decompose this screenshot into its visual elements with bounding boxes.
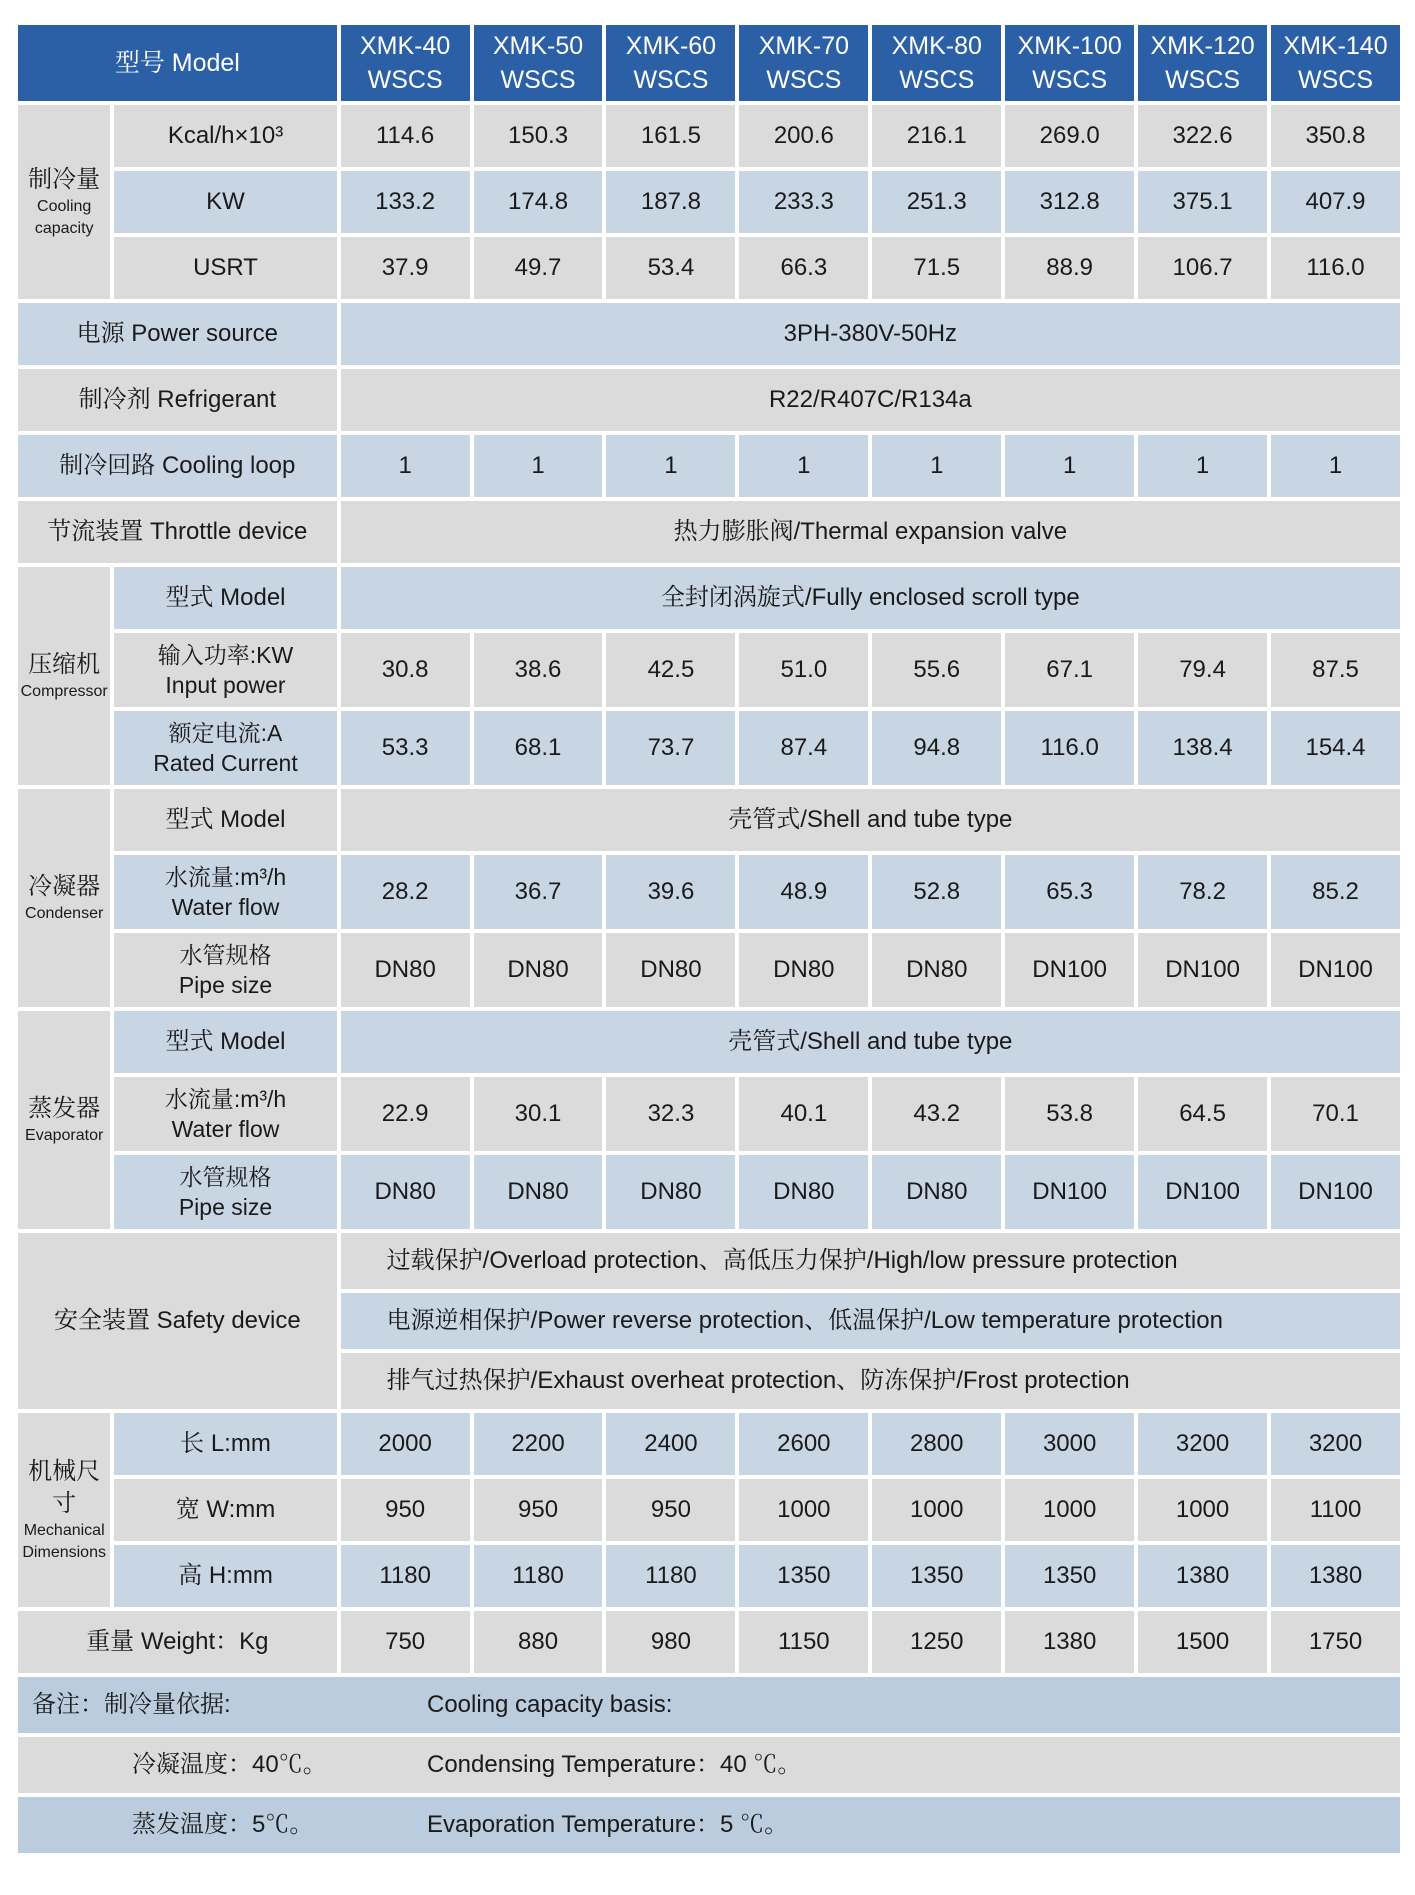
value-cell: 48.9 [739, 855, 868, 929]
value-cell: 3200 [1138, 1413, 1267, 1475]
value-cell: 88.9 [1005, 237, 1134, 299]
row-label: USRT [114, 237, 336, 299]
row-label: 节流装置 Throttle device [18, 501, 337, 563]
group-label-cn: 压缩机 [28, 651, 101, 678]
model-suffix: WSCS [500, 66, 576, 94]
value-cell: 1000 [872, 1479, 1001, 1541]
value-cell: 30.8 [341, 633, 470, 707]
value-cell: 161.5 [606, 105, 735, 167]
group-label-cn: 蒸发器 [28, 1095, 101, 1122]
value-cell: DN100 [1271, 933, 1400, 1007]
value-cell: 1250 [872, 1611, 1001, 1673]
model-suffix: WSCS [633, 66, 709, 94]
model-header-cell [474, 25, 603, 101]
value-cell: 251.3 [872, 171, 1001, 233]
value-cell: 133.2 [341, 171, 470, 233]
value-cell: 51.0 [739, 633, 868, 707]
merged-value-cell: 壳管式/Shell and tube type [341, 789, 1400, 851]
note-en: Condensing Temperature：40 ℃。 [427, 1751, 802, 1778]
value-cell: 1 [341, 435, 470, 497]
row-condenser-water-flow [18, 855, 1400, 929]
group-label-cn: 制冷量 [28, 166, 101, 193]
value-cell: 28.2 [341, 855, 470, 929]
value-cell: DN100 [1138, 1155, 1267, 1229]
merged-value-cell: 壳管式/Shell and tube type [341, 1011, 1400, 1073]
value-cell: 1380 [1138, 1545, 1267, 1607]
safety-line: 排气过热保护/Exhaust overheat protection、防冻保护/Frost protection [341, 1353, 1400, 1409]
row-label: 制冷回路 Cooling loop [18, 435, 337, 497]
value-cell: 1350 [872, 1545, 1001, 1607]
row-condenser-pipe-size [18, 933, 1400, 1007]
value-cell: 3200 [1271, 1413, 1400, 1475]
model-suffix: WSCS [1298, 66, 1373, 94]
value-cell: 407.9 [1271, 171, 1400, 233]
note-en: Evaporation Temperature：5 ℃。 [427, 1811, 789, 1838]
value-cell: 269.0 [1005, 105, 1134, 167]
row-safety-1 [18, 1233, 1400, 1289]
value-cell: 350.8 [1271, 105, 1400, 167]
value-cell: 116.0 [1005, 711, 1134, 785]
row-label: 型式 Model [114, 567, 336, 629]
row-evaporator-model [18, 1011, 1400, 1073]
row-kcal [18, 105, 1400, 167]
row-width [18, 1479, 1400, 1541]
value-cell: 52.8 [872, 855, 1001, 929]
value-cell: 67.1 [1005, 633, 1134, 707]
row-kw [18, 171, 1400, 233]
value-cell: 3000 [1005, 1413, 1134, 1475]
model-suffix: WSCS [1032, 66, 1108, 94]
value-cell: DN80 [341, 1155, 470, 1229]
value-cell: 950 [474, 1479, 603, 1541]
model-name: XMK-60 [625, 32, 717, 60]
row-label [114, 1077, 336, 1151]
model-name: XMK-140 [1283, 32, 1388, 60]
value-cell: 42.5 [606, 633, 735, 707]
row-label [114, 855, 336, 929]
row-label: 型式 Model [114, 1011, 336, 1073]
row-label: KW [114, 171, 336, 233]
value-cell: 1750 [1271, 1611, 1400, 1673]
value-cell: 1180 [474, 1545, 603, 1607]
row-label-cn: 输入功率:KW [157, 642, 294, 668]
value-cell: 1 [606, 435, 735, 497]
group-safety-device: 安全装置 Safety device [18, 1233, 337, 1409]
group-label-en: Cooling [37, 198, 92, 215]
note-cell [18, 1677, 1400, 1733]
value-cell: 30.1 [474, 1077, 603, 1151]
value-cell: 73.7 [606, 711, 735, 785]
row-length [18, 1413, 1400, 1475]
group-evaporator [18, 1011, 110, 1229]
header-row [18, 25, 1400, 101]
row-label-cn: 水流量:m³/h [164, 864, 287, 890]
row-note-2 [18, 1737, 1400, 1793]
row-label: 高 H:mm [114, 1545, 336, 1607]
value-cell: 78.2 [1138, 855, 1267, 929]
value-cell: 53.4 [606, 237, 735, 299]
row-label-cn: 水流量:m³/h [164, 1086, 287, 1112]
model-header-cell [739, 25, 868, 101]
row-power-source [18, 303, 1400, 365]
row-label-cn: 额定电流:A [168, 720, 283, 746]
value-cell: 312.8 [1005, 171, 1134, 233]
value-cell: 1 [872, 435, 1001, 497]
value-cell: 53.3 [341, 711, 470, 785]
value-cell: 216.1 [872, 105, 1001, 167]
group-label-cn: 机械尺寸 [28, 1458, 101, 1517]
row-note-1 [18, 1677, 1400, 1733]
value-cell: DN100 [1005, 933, 1134, 1007]
value-cell: 53.8 [1005, 1077, 1134, 1151]
row-refrigerant [18, 369, 1400, 431]
value-cell: 1180 [341, 1545, 470, 1607]
note-cell [18, 1797, 1400, 1853]
value-cell: 37.9 [341, 237, 470, 299]
value-cell: DN80 [606, 1155, 735, 1229]
value-cell: 1100 [1271, 1479, 1400, 1541]
value-cell: 138.4 [1138, 711, 1267, 785]
value-cell: 1000 [739, 1479, 868, 1541]
value-cell: 2800 [872, 1413, 1001, 1475]
merged-value-cell: 热力膨胀阀/Thermal expansion valve [341, 501, 1400, 563]
note-en: Cooling capacity basis: [427, 1691, 673, 1718]
value-cell: 150.3 [474, 105, 603, 167]
row-input-power [18, 633, 1400, 707]
row-throttle-device [18, 501, 1400, 563]
row-label-cn: 水管规格 [179, 1164, 272, 1190]
value-cell: 1350 [739, 1545, 868, 1607]
value-cell: 2000 [341, 1413, 470, 1475]
row-evaporator-pipe-size [18, 1155, 1400, 1229]
model-name: XMK-120 [1150, 32, 1255, 60]
value-cell: 1180 [606, 1545, 735, 1607]
value-cell: 32.3 [606, 1077, 735, 1151]
value-cell: 2400 [606, 1413, 735, 1475]
value-cell: 55.6 [872, 633, 1001, 707]
value-cell: 39.6 [606, 855, 735, 929]
value-cell: 154.4 [1271, 711, 1400, 785]
note-cn: 备注：制冷量依据: [32, 1691, 231, 1718]
model-header-cell [872, 25, 1001, 101]
value-cell: DN80 [474, 1155, 603, 1229]
value-cell: 68.1 [474, 711, 603, 785]
value-cell: 233.3 [739, 171, 868, 233]
value-cell: DN80 [739, 1155, 868, 1229]
group-condenser [18, 789, 110, 1007]
merged-value-cell: 全封闭涡旋式/Fully enclosed scroll type [341, 567, 1400, 629]
model-header-cell [1005, 25, 1134, 101]
row-evaporator-water-flow [18, 1077, 1400, 1151]
value-cell: 1000 [1138, 1479, 1267, 1541]
value-cell: 187.8 [606, 171, 735, 233]
value-cell: 94.8 [872, 711, 1001, 785]
group-dimensions [18, 1413, 110, 1607]
row-label-en: Pipe size [178, 1194, 273, 1220]
value-cell: 1150 [739, 1611, 868, 1673]
safety-line: 过载保护/Overload protection、高低压力保护/High/low pressure protection [341, 1233, 1400, 1289]
merged-value-cell: 3PH-380V-50Hz [341, 303, 1400, 365]
row-label: 电源 Power source [18, 303, 337, 365]
model-suffix: WSCS [1165, 66, 1241, 94]
value-cell: DN80 [474, 933, 603, 1007]
value-cell: 87.4 [739, 711, 868, 785]
value-cell: 2200 [474, 1413, 603, 1475]
value-cell: 49.7 [474, 237, 603, 299]
value-cell: 2600 [739, 1413, 868, 1475]
value-cell: 174.8 [474, 171, 603, 233]
note-cn: 冷凝温度：40℃。 [132, 1751, 327, 1778]
value-cell: 1500 [1138, 1611, 1267, 1673]
value-cell: 1 [739, 435, 868, 497]
value-cell: 22.9 [341, 1077, 470, 1151]
row-label-en: Water flow [171, 894, 280, 920]
model-name: XMK-100 [1017, 32, 1122, 60]
corner-header-cell: 型号 Model [18, 25, 337, 101]
value-cell: 1350 [1005, 1545, 1134, 1607]
model-name: XMK-40 [359, 32, 451, 60]
value-cell: DN80 [872, 1155, 1001, 1229]
value-cell: 1 [1005, 435, 1134, 497]
row-label: 宽 W:mm [114, 1479, 336, 1541]
value-cell: 87.5 [1271, 633, 1400, 707]
spec-table [14, 21, 1404, 1857]
model-name: XMK-50 [492, 32, 584, 60]
value-cell: 36.7 [474, 855, 603, 929]
value-cell: 950 [606, 1479, 735, 1541]
value-cell: 43.2 [872, 1077, 1001, 1151]
row-label-en: Input power [165, 672, 286, 698]
value-cell: 1 [474, 435, 603, 497]
group-label-cn: 冷凝器 [28, 873, 101, 900]
group-label-en: Mechanical [23, 1522, 105, 1539]
row-rated-current [18, 711, 1400, 785]
group-label-en: Evaporator [25, 1127, 104, 1144]
value-cell: 66.3 [739, 237, 868, 299]
model-name: XMK-70 [758, 32, 849, 60]
row-label [114, 633, 336, 707]
note-cell [18, 1737, 1400, 1793]
row-note-3 [18, 1797, 1400, 1853]
value-cell: 71.5 [872, 237, 1001, 299]
value-cell: DN80 [739, 933, 868, 1007]
row-label: Kcal/h×10³ [114, 105, 336, 167]
model-suffix: WSCS [899, 66, 975, 94]
value-cell: DN80 [606, 933, 735, 1007]
value-cell: 40.1 [739, 1077, 868, 1151]
value-cell: 1380 [1271, 1545, 1400, 1607]
value-cell: 70.1 [1271, 1077, 1400, 1151]
model-name: XMK-80 [891, 32, 982, 60]
value-cell: 1380 [1005, 1611, 1134, 1673]
row-label: 长 L:mm [114, 1413, 336, 1475]
group-label-en: capacity [34, 220, 94, 237]
value-cell: 880 [474, 1611, 603, 1673]
row-condenser-model [18, 789, 1400, 851]
row-label-en: Water flow [171, 1116, 280, 1142]
model-header-cell [606, 25, 735, 101]
row-label: 重量 Weight：Kg [18, 1611, 337, 1673]
row-usrt [18, 237, 1400, 299]
value-cell: 322.6 [1138, 105, 1267, 167]
row-cooling-loop [18, 435, 1400, 497]
group-label-en: Compressor [20, 683, 108, 700]
model-suffix: WSCS [766, 66, 842, 94]
value-cell: DN100 [1138, 933, 1267, 1007]
group-label-en: Dimensions [22, 1544, 106, 1561]
value-cell: 750 [341, 1611, 470, 1673]
group-cooling-capacity [18, 105, 110, 299]
row-label-en: Rated Current [153, 750, 298, 776]
model-header-cell [1271, 25, 1400, 101]
group-label-en: Condenser [25, 905, 104, 922]
value-cell: 980 [606, 1611, 735, 1673]
group-compressor [18, 567, 110, 785]
row-label [114, 711, 336, 785]
row-label-cn: 水管规格 [179, 942, 272, 968]
merged-value-cell: R22/R407C/R134a [341, 369, 1400, 431]
value-cell: DN100 [1005, 1155, 1134, 1229]
row-height [18, 1545, 1400, 1607]
safety-line: 电源逆相保护/Power reverse protection、低温保护/Low temperature protection [341, 1293, 1400, 1349]
row-weight [18, 1611, 1400, 1673]
value-cell: 1 [1271, 435, 1400, 497]
row-compressor-model [18, 567, 1400, 629]
value-cell: 38.6 [474, 633, 603, 707]
value-cell: DN80 [872, 933, 1001, 1007]
value-cell: 114.6 [341, 105, 470, 167]
value-cell: 64.5 [1138, 1077, 1267, 1151]
value-cell: DN100 [1271, 1155, 1400, 1229]
value-cell: 200.6 [739, 105, 868, 167]
value-cell: 65.3 [1005, 855, 1134, 929]
value-cell: 106.7 [1138, 237, 1267, 299]
value-cell: 116.0 [1271, 237, 1400, 299]
value-cell: 1 [1138, 435, 1267, 497]
value-cell: 1000 [1005, 1479, 1134, 1541]
value-cell: 375.1 [1138, 171, 1267, 233]
row-label-en: Pipe size [178, 972, 273, 998]
value-cell: 79.4 [1138, 633, 1267, 707]
value-cell: DN80 [341, 933, 470, 1007]
row-label: 制冷剂 Refrigerant [18, 369, 337, 431]
value-cell: 950 [341, 1479, 470, 1541]
row-label: 型式 Model [114, 789, 336, 851]
note-cn: 蒸发温度：5℃。 [132, 1811, 314, 1838]
model-header-cell [341, 25, 470, 101]
row-label [114, 1155, 336, 1229]
model-suffix: WSCS [367, 66, 443, 94]
model-header-cell [1138, 25, 1267, 101]
value-cell: 85.2 [1271, 855, 1400, 929]
row-label [114, 933, 336, 1007]
